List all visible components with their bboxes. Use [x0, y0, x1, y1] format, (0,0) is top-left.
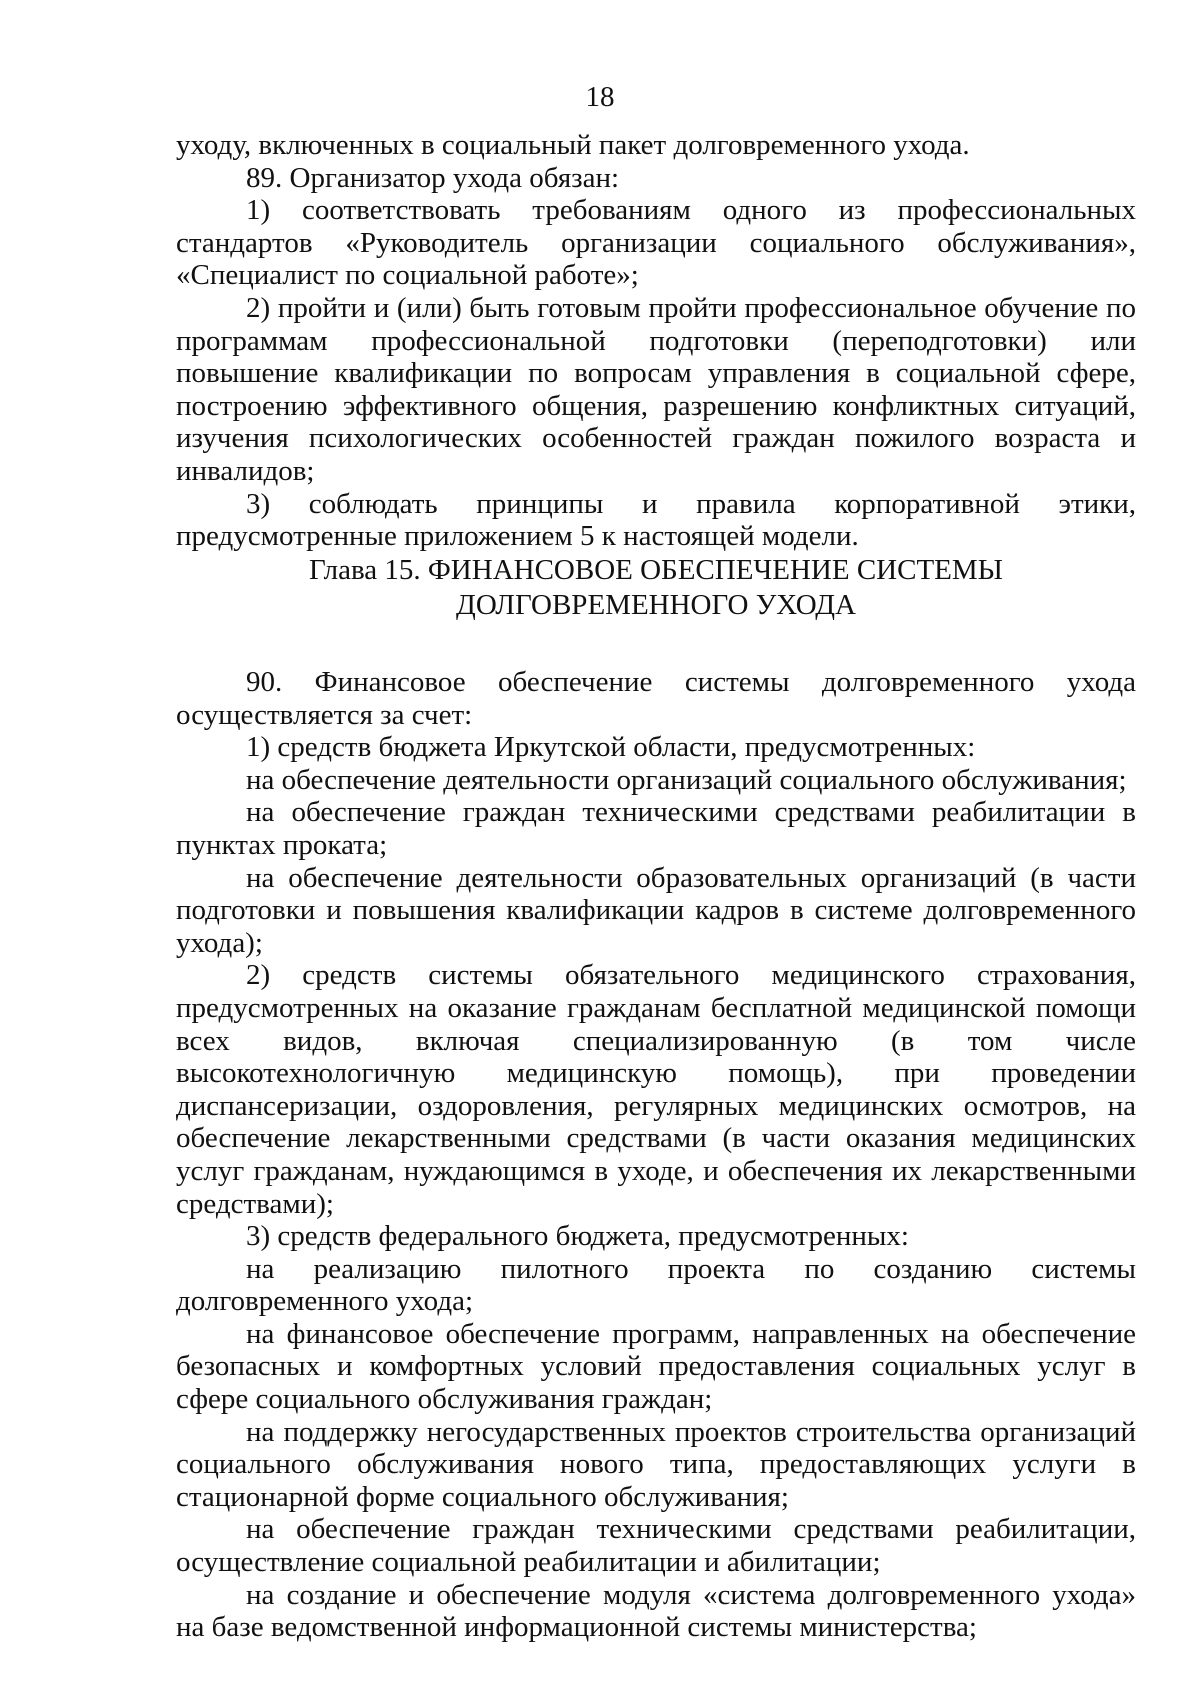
paragraph: 3) соблюдать принципы и правила корпоративной этики, предусмотренные приложением 5 к настоящей модели. — [176, 487, 1136, 553]
paragraph: уходу, включенных в социальный пакет долговременного ухода. — [176, 129, 970, 161]
paragraph: 1) средств бюджета Иркутской области, предусмотренных: — [246, 731, 976, 764]
paragraph: на обеспечение граждан техническими средствами реабилитации в пунктах проката; — [176, 796, 1136, 861]
paragraph: 2) средств системы обязательного медицинского страхования, предусмотренных на оказание гражданам бесплатной медицинской помощи всех видов, включая специализированную (в том числе высокотехнологичную медицинскую помощь), при проведении диспансеризации, оздоровления, регулярных медицинских осмотров, на обеспечение лекарственными средствами (в части оказания медицинских услуг гражданам, нуждающимся в уходе, и обеспечения их лекарственными средствами); — [176, 959, 1136, 1220]
paragraph: на поддержку негосударственных проектов строительства организаций социального обслуживания нового типа, предоставляющих услуги в стационарной форме социального обслуживания; — [176, 1415, 1136, 1513]
chapter-heading-line: ДОЛГОВРЕМЕННОГО УХОДА — [456, 589, 856, 621]
paragraph: на обеспечение деятельности образовательных организаций (в части подготовки и повышения квалификации кадров в системе долговременного ухода); — [176, 861, 1136, 959]
paragraph: на обеспечение граждан техническими средствами реабилитации, осуществление социальной реабилитации и абилитации; — [176, 1513, 1136, 1579]
page-number: 18 — [585, 81, 615, 113]
paragraph: на финансовое обеспечение программ, направленных на обеспечение безопасных и комфортных условий предоставления социальных услуг в сфере социального обслуживания граждан; — [176, 1317, 1136, 1416]
paragraph: 1) соответствовать требованиям одного из профессиональных стандартов «Руководитель организации социального обслуживания», «Специалист по социальной работе»; — [176, 194, 1136, 292]
paragraph: 2) пройти и (или) быть готовым пройти профессиональное обучение по программам профессиональной подготовки (переподготовки) или повышение квалификации по вопросам управления в социальной сфере, построению эффективного общения, разрешению конфликтных ситуаций, изучения психологических особенностей граждан пожилого возраста и инвалидов; — [176, 291, 1136, 487]
chapter-heading-line: Глава 15. ФИНАНСОВОЕ ОБЕСПЕЧЕНИЕ СИСТЕМЫ — [309, 554, 1003, 586]
text-block-intro — [176, 129, 1136, 553]
text-block-financing — [176, 666, 1136, 1644]
paragraph: 89. Организатор ухода обязан: — [246, 161, 620, 194]
paragraph: на реализацию пилотного проекта по созданию системы долговременного ухода; — [176, 1252, 1136, 1318]
paragraph: на создание и обеспечение модуля «система долговременного ухода» на базе ведомственной информационной системы министерства; — [176, 1578, 1136, 1644]
paragraph: 3) средств федерального бюджета, предусмотренных: — [246, 1220, 909, 1253]
paragraph: на обеспечение деятельности организаций социального обслуживания; — [246, 763, 1127, 796]
chapter-heading — [176, 553, 1136, 623]
paragraph: 90. Финансовое обеспечение системы долговременного ухода осуществляется за счет: — [176, 666, 1136, 731]
